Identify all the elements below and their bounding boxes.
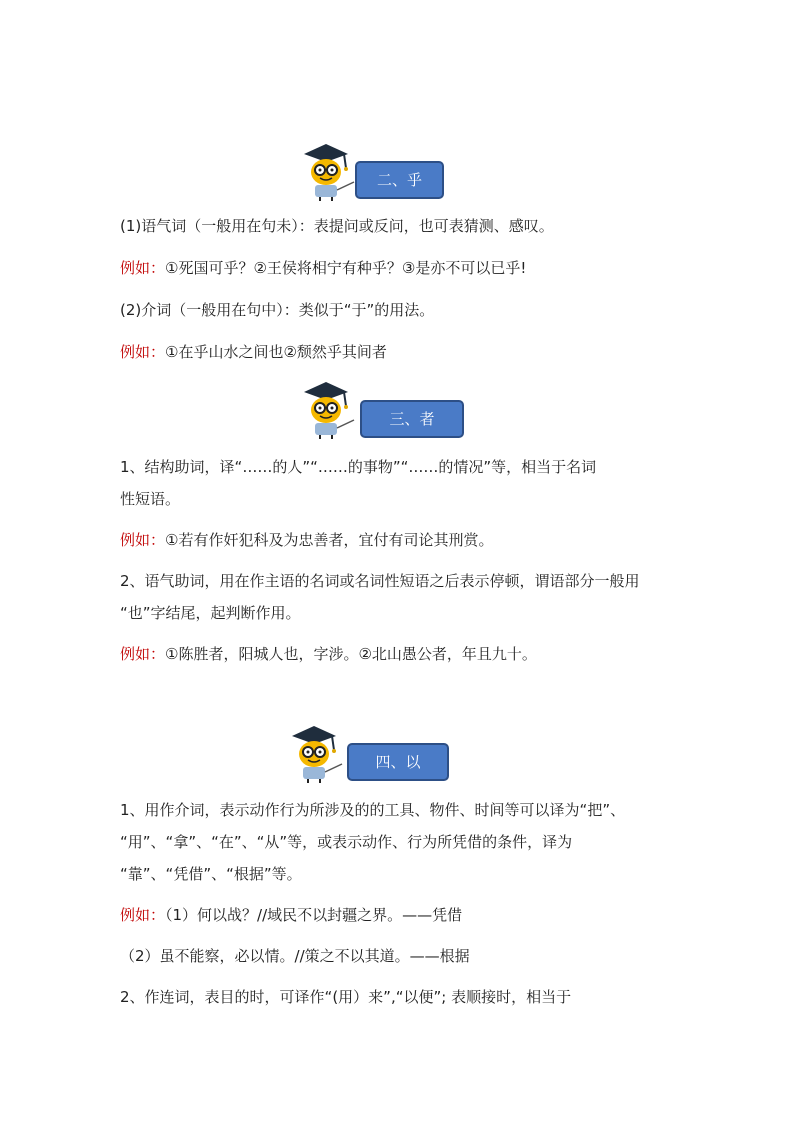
graduate-mascot-icon [298, 380, 356, 440]
example-line: 例如：①在乎山水之间也②颓然乎其间者 [120, 343, 387, 361]
text-line: (2)介词（一般用在句中）：类似于“于”的用法。 [120, 301, 435, 319]
section-badge-zhe: 三、者 [360, 400, 464, 438]
text-line: 2、作连词，表目的时，可译作“(用）来”,“以便”; 表顺接时，相当于 [120, 988, 572, 1006]
text-line: “用”、“拿”、“在”、“从”等，或表示动作、行为所凭借的条件，译为 [120, 833, 573, 851]
text-line: (1)语气词（一般用在句未）：表提问或反问，也可表猜测、感叹。 [120, 217, 554, 235]
text-line: （2）虽不能察，必以情。//策之不以其道。——根据 [120, 947, 470, 965]
example-line: 例如：①陈胜者，阳城人也，字涉。②北山愚公者，年且九十。 [120, 645, 537, 663]
example-line: 例如：①若有作奸犯科及为忠善者，宜付有司论其刑赏。 [120, 531, 494, 549]
graduate-mascot-icon [286, 724, 344, 784]
section-badge-yi: 四、以 [347, 743, 449, 781]
text-line: 1、用作介词，表示动作行为所涉及的的工具、物件、时间等可以译为“把”、 [120, 801, 626, 819]
text-line: 1、结构助词，译“……的人”“……的事物”“……的情况”等，相当于名词 [120, 458, 597, 476]
graduate-mascot-icon [298, 142, 356, 202]
example-line: 例如：（1）何以战？//域民不以封疆之界。——凭借 [120, 906, 463, 924]
text-line: 性短语。 [120, 490, 181, 508]
text-line: 2、语气助词，用在作主语的名词或名词性短语之后表示停顿，谓语部分一般用 [120, 572, 640, 590]
section-badge-hu: 二、乎 [355, 161, 444, 199]
text-line: “靠”、“凭借”、“根据”等。 [120, 865, 302, 883]
example-line: 例如：①死国可乎？②王侯将相宁有种乎？③是亦不可以已乎! [120, 259, 527, 277]
text-line: “也”字结尾，起判断作用。 [120, 604, 301, 622]
